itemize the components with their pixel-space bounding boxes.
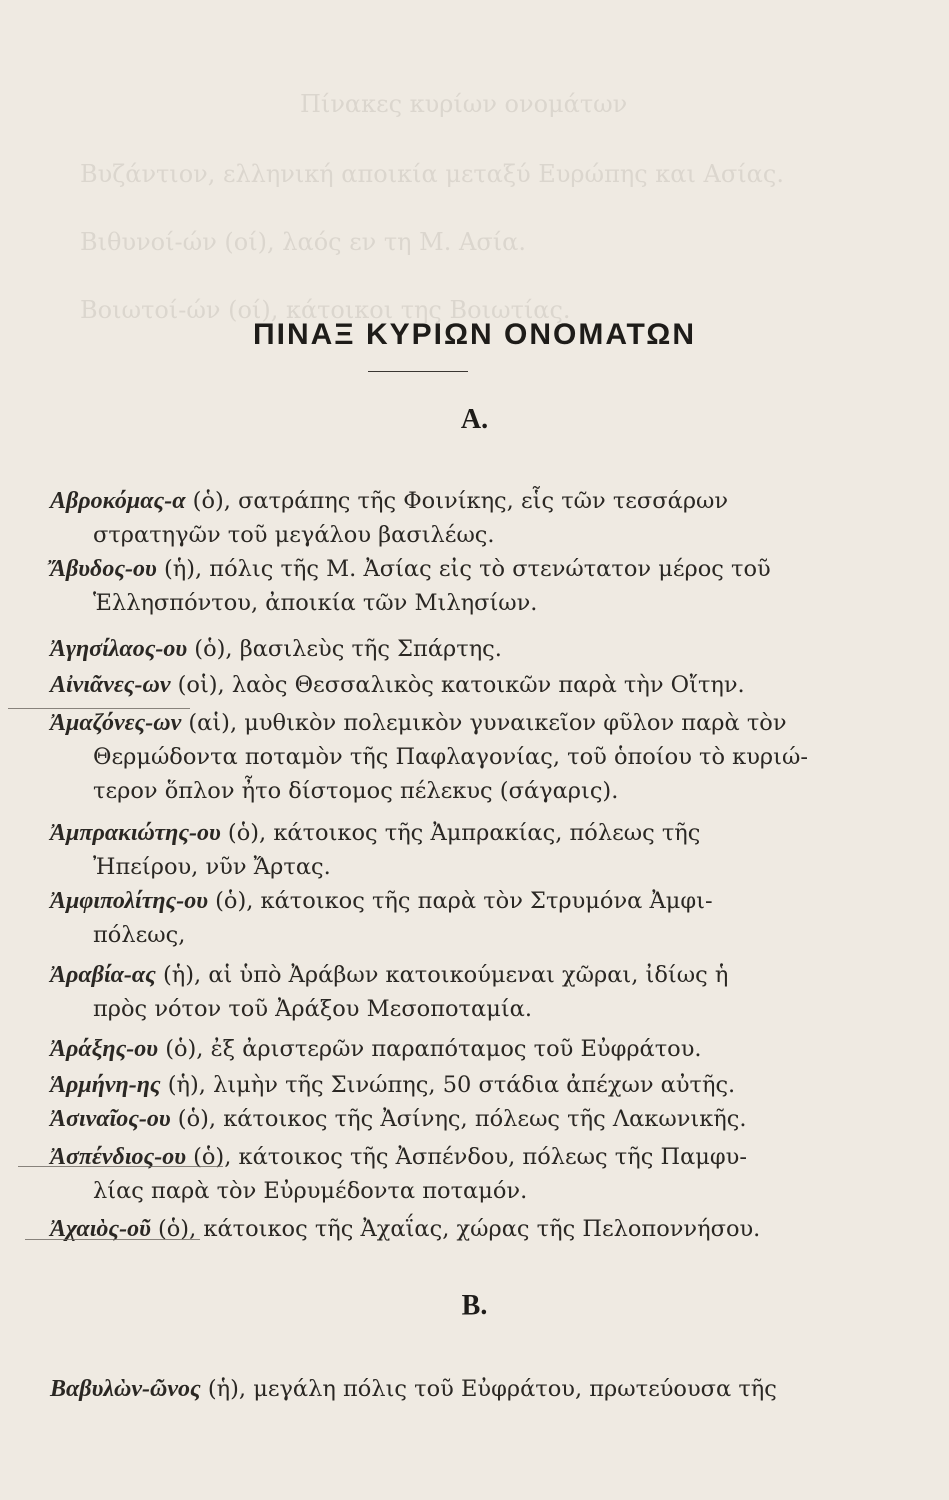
entry-headword: Αἰνιᾶνες-ων — [50, 672, 171, 698]
entry-headword: Ἀμπρακιώτης-ου — [50, 820, 221, 846]
entry-definition: (ὁ), ἐξ ἀριστερῶν παραπόταμος τοῦ Εὐφράτου. — [158, 1036, 702, 1062]
page-title: ΠΙΝΑΞ ΚΥΡΙΩΝ ΟΝΟΜΑΤΩΝ — [252, 318, 697, 351]
pencil-mark — [18, 1166, 223, 1167]
dictionary-entry — [50, 1212, 820, 1246]
dictionary-entry — [50, 1372, 820, 1406]
entry-definition: λίας παρὰ τὸν Εὐρυμέδοντα ποταμόν. — [93, 1178, 528, 1204]
entry-definition: (ὁ), κάτοικος τῆς Ἀμπρακίας, πόλεως τῆς — [220, 820, 701, 846]
section-letter-a: Α. — [460, 404, 489, 435]
entry-continuation-line — [50, 1174, 820, 1208]
entry-headword: Ἀγησίλαος-ου — [50, 636, 188, 662]
entry-definition: (ἡ), αἱ ὑπὸ Ἀράβων κατοικούμεναι χῶραι, ἰδίως ἡ — [155, 962, 729, 988]
entry-first-line — [50, 958, 820, 992]
entry-continuation-line — [50, 586, 820, 620]
dictionary-entry — [50, 668, 820, 702]
dictionary-entry — [50, 1032, 820, 1066]
entry-definition: Ἑλλησπόντου, ἀποικία τῶν Μιλησίων. — [93, 590, 538, 616]
entry-first-line — [50, 668, 820, 702]
entry-headword: Ἄβυδος-ου — [50, 556, 157, 582]
entry-first-line — [50, 1372, 820, 1406]
entry-headword: Ἀμφιπολίτης-ου — [50, 888, 208, 914]
entry-continuation-line — [50, 740, 820, 774]
entry-first-line — [50, 552, 820, 586]
entry-continuation-line — [50, 774, 820, 808]
entry-continuation-line — [50, 992, 820, 1026]
entry-headword: Ἀράξης-ου — [50, 1036, 159, 1062]
entry-first-line — [50, 1212, 820, 1246]
entry-first-line — [50, 1140, 820, 1174]
pencil-mark — [8, 708, 190, 709]
bleed-line: Βιθυνοί-ών (οί), λαός εν τη Μ. Ασία. — [80, 228, 526, 256]
bleed-line: Πίνακες κυρίων ονομάτων — [300, 90, 628, 118]
entry-first-line — [50, 1102, 820, 1136]
entry-definition: (ὁ), σατράπης τῆς Φοινίκης, εἷς τῶν τεσσάρων — [185, 488, 729, 514]
dictionary-entry — [50, 816, 820, 884]
entry-definition: τερον ὅπλον ἦτο δίστομος πέλεκυς (σάγαρις). — [93, 778, 619, 804]
entry-first-line — [50, 1032, 820, 1066]
dictionary-entry — [50, 1068, 820, 1102]
entry-definition: (ἡ), πόλις τῆς Μ. Ἀσίας εἰς τὸ στενώτατον μέρος τοῦ — [156, 556, 771, 582]
dictionary-entry — [50, 1102, 820, 1136]
dictionary-entry — [50, 884, 820, 952]
entry-headword: Ἀσιναῖος-ου — [50, 1106, 171, 1132]
bleed-line: Βυζάντιον, ελληνική αποικία μεταξύ Ευρώπης και Ασίας. — [80, 160, 784, 188]
entry-definition: (ἡ), λιμὴν τῆς Σινώπης, 50 στάδια ἀπέχων αὐτῆς. — [160, 1072, 736, 1098]
entry-continuation-line — [50, 850, 820, 884]
entry-definition: στρατηγῶν τοῦ μεγάλου βασιλέως. — [93, 522, 495, 548]
entry-first-line — [50, 632, 820, 666]
entry-headword: Ἀσπένδιος-ου — [50, 1144, 186, 1170]
entry-definition: (ἡ), μεγάλη πόλις τοῦ Εὐφράτου, πρωτεύουσα τῆς — [200, 1376, 777, 1402]
entry-first-line — [50, 884, 820, 918]
dictionary-entry — [50, 706, 820, 808]
entry-headword: Αβροκόμας-α — [50, 488, 186, 514]
entry-definition: πρὸς νότον τοῦ Ἀράξου Μεσοποταμία. — [93, 996, 532, 1022]
entry-continuation-line — [50, 518, 820, 552]
dictionary-entry — [50, 1140, 820, 1208]
dictionary-entry — [50, 958, 820, 1026]
entry-definition: Ἠπείρου, νῦν Ἄρτας. — [93, 854, 331, 880]
section-letter-b: Β. — [461, 1290, 488, 1321]
entry-first-line — [50, 1068, 820, 1102]
entry-definition: (ὁ), κάτοικος τῆς Ἀσπένδου, πόλεως τῆς Παμφυ- — [185, 1144, 747, 1170]
bleed-line: Βοιωτοί-ών (οί), κάτοικοι της Βοιωτίας. — [80, 296, 571, 324]
entry-definition: (αἱ), μυθικὸν πολεμικὸν γυναικεῖον φῦλον παρὰ τὸν — [181, 710, 787, 736]
pencil-mark — [25, 1239, 200, 1240]
entry-definition: (ὁ), κάτοικος τῆς Ἀσίνης, πόλεως τῆς Λακωνικῆς. — [170, 1106, 747, 1132]
entry-definition: (οἱ), λαὸς Θεσσαλικὸς κατοικῶν παρὰ τὴν Οἴτην. — [170, 672, 745, 698]
entry-definition: (ὁ), κάτοικος τῆς Ἀχαΐας, χώρας τῆς Πελοποννήσου. — [150, 1216, 761, 1242]
dictionary-entry — [50, 632, 820, 666]
entry-definition: Θερμώδοντα ποταμὸν τῆς Παφλαγονίας, τοῦ ὁποίου τὸ κυριώ- — [93, 744, 808, 770]
entry-continuation-line — [50, 918, 820, 952]
entry-headword: Ἁρμήνη-ης — [50, 1072, 161, 1098]
entry-headword: Ἀμαζόνες-ων — [50, 710, 182, 736]
entry-headword: Ἀχαιὸς-οῦ — [50, 1216, 151, 1242]
title-rule — [368, 371, 468, 372]
dictionary-entry — [50, 484, 820, 552]
entry-first-line — [50, 706, 820, 740]
entry-headword: Ἀραβία-ας — [50, 962, 156, 988]
entry-definition: (ὁ), κάτοικος τῆς παρὰ τὸν Στρυμόνα Ἀμφι- — [207, 888, 713, 914]
entry-first-line — [50, 816, 820, 850]
entry-headword: Βαβυλὼν-ῶνος — [50, 1376, 201, 1402]
entry-first-line — [50, 484, 820, 518]
entry-definition: (ὁ), βασιλεὺς τῆς Σπάρτης. — [187, 636, 502, 662]
dictionary-entry — [50, 552, 820, 620]
entry-definition: πόλεως, — [93, 922, 186, 948]
